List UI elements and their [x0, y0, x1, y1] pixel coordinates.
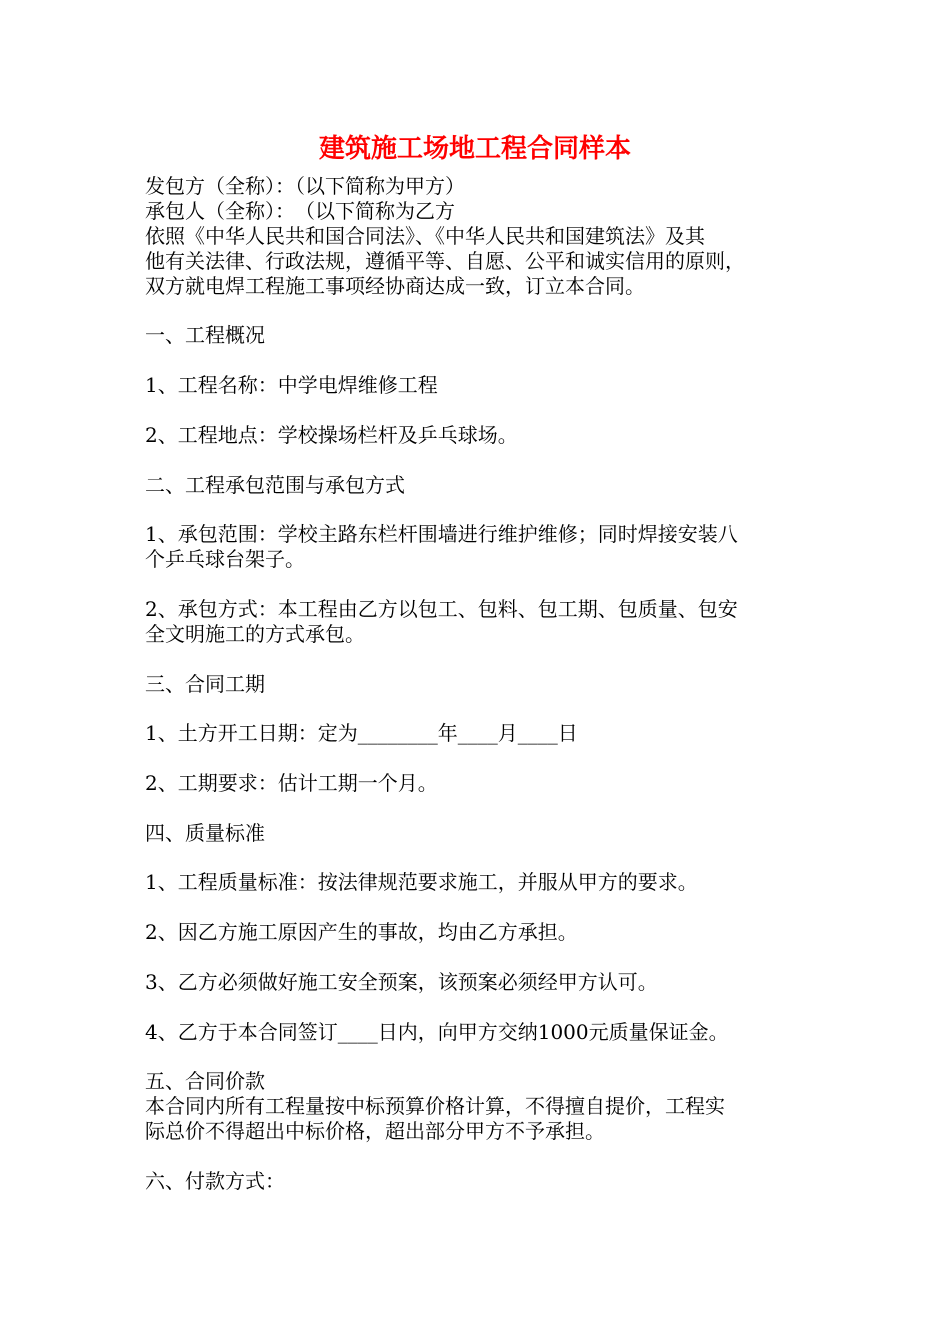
- quality-standard-paragraph: [145, 870, 825, 895]
- preamble-line-2: 他有关法律、行政法规，遵循平等、自愿、公平和诚实信用的原则，: [145, 249, 745, 273]
- section-heading-text: 一、工程概况: [145, 323, 265, 347]
- paragraph-line: 本合同内所有工程量按中标预算价格计算，不得擅自提价，工程实: [145, 1094, 725, 1118]
- paragraph-line: 际总价不得超出中标价格，超出部分甲方不予承担。: [145, 1119, 605, 1143]
- paragraph-text: 1、土方开工日期：定为________年____月____日: [145, 721, 578, 745]
- paragraph-text: 3、乙方必须做好施工安全预案，该预案必须经甲方认可。: [145, 970, 658, 994]
- contract-header-block: [145, 174, 825, 299]
- section-heading-text: 二、工程承包范围与承包方式: [145, 473, 405, 497]
- paragraph-text: 2、工程地点：学校操场栏杆及乒乓球场。: [145, 423, 518, 447]
- section-heading-text: 三、合同工期: [145, 672, 265, 696]
- safety-plan-paragraph: [145, 970, 825, 995]
- deposit-paragraph: [145, 1020, 825, 1045]
- section-3-heading: [145, 672, 825, 697]
- section-5-block: [145, 1069, 825, 1144]
- paragraph-line: 1、承包范围：学校主路东栏杆围墙进行维护维修；同时焊接安装八: [145, 522, 738, 546]
- start-date-paragraph: [145, 721, 825, 746]
- section-2-heading: [145, 473, 825, 498]
- duration-paragraph: [145, 771, 825, 796]
- section-4-heading: [145, 821, 825, 846]
- preamble-line-3: 双方就电焊工程施工事项经协商达成一致，订立本合同。: [145, 274, 645, 298]
- project-name-paragraph: [145, 373, 825, 398]
- paragraph-text: 1、工程质量标准：按法律规范要求施工，并服从甲方的要求。: [145, 870, 698, 894]
- contractor-line: 承包人（全称）： （以下简称为乙方: [145, 199, 455, 223]
- accident-liability-paragraph: [145, 920, 825, 945]
- paragraph-line: 个乒乓球台架子。: [145, 547, 305, 571]
- section-heading-text: 四、质量标准: [145, 821, 265, 845]
- scope-paragraph: [145, 522, 825, 572]
- paragraph-line: 2、承包方式：本工程由乙方以包工、包料、包工期、包质量、包安: [145, 597, 738, 621]
- project-location-paragraph: [145, 423, 825, 448]
- paragraph-text: 2、工期要求：估计工期一个月。: [145, 771, 438, 795]
- section-heading-text: 五、合同价款: [145, 1069, 265, 1093]
- paragraph-text: 4、乙方于本合同签订____日内，向甲方交纳1000元质量保证金。: [145, 1020, 729, 1044]
- preamble-line-1: 依照《中华人民共和国合同法》、《中华人民共和国建筑法》及其: [145, 224, 705, 248]
- paragraph-text: 1、工程名称：中学电焊维修工程: [145, 373, 438, 397]
- paragraph-text: 2、因乙方施工原因产生的事故，均由乙方承担。: [145, 920, 578, 944]
- employer-line: 发包方（全称）：（以下简称为甲方）: [145, 174, 465, 198]
- contract-method-paragraph: [145, 597, 825, 647]
- document-title: 建筑施工场地工程合同样本: [318, 134, 631, 164]
- section-1-heading: [145, 323, 825, 348]
- section-6-heading: [145, 1169, 825, 1194]
- paragraph-line: 全文明施工的方式承包。: [145, 622, 365, 646]
- section-heading-text: 六、付款方式：: [145, 1169, 285, 1193]
